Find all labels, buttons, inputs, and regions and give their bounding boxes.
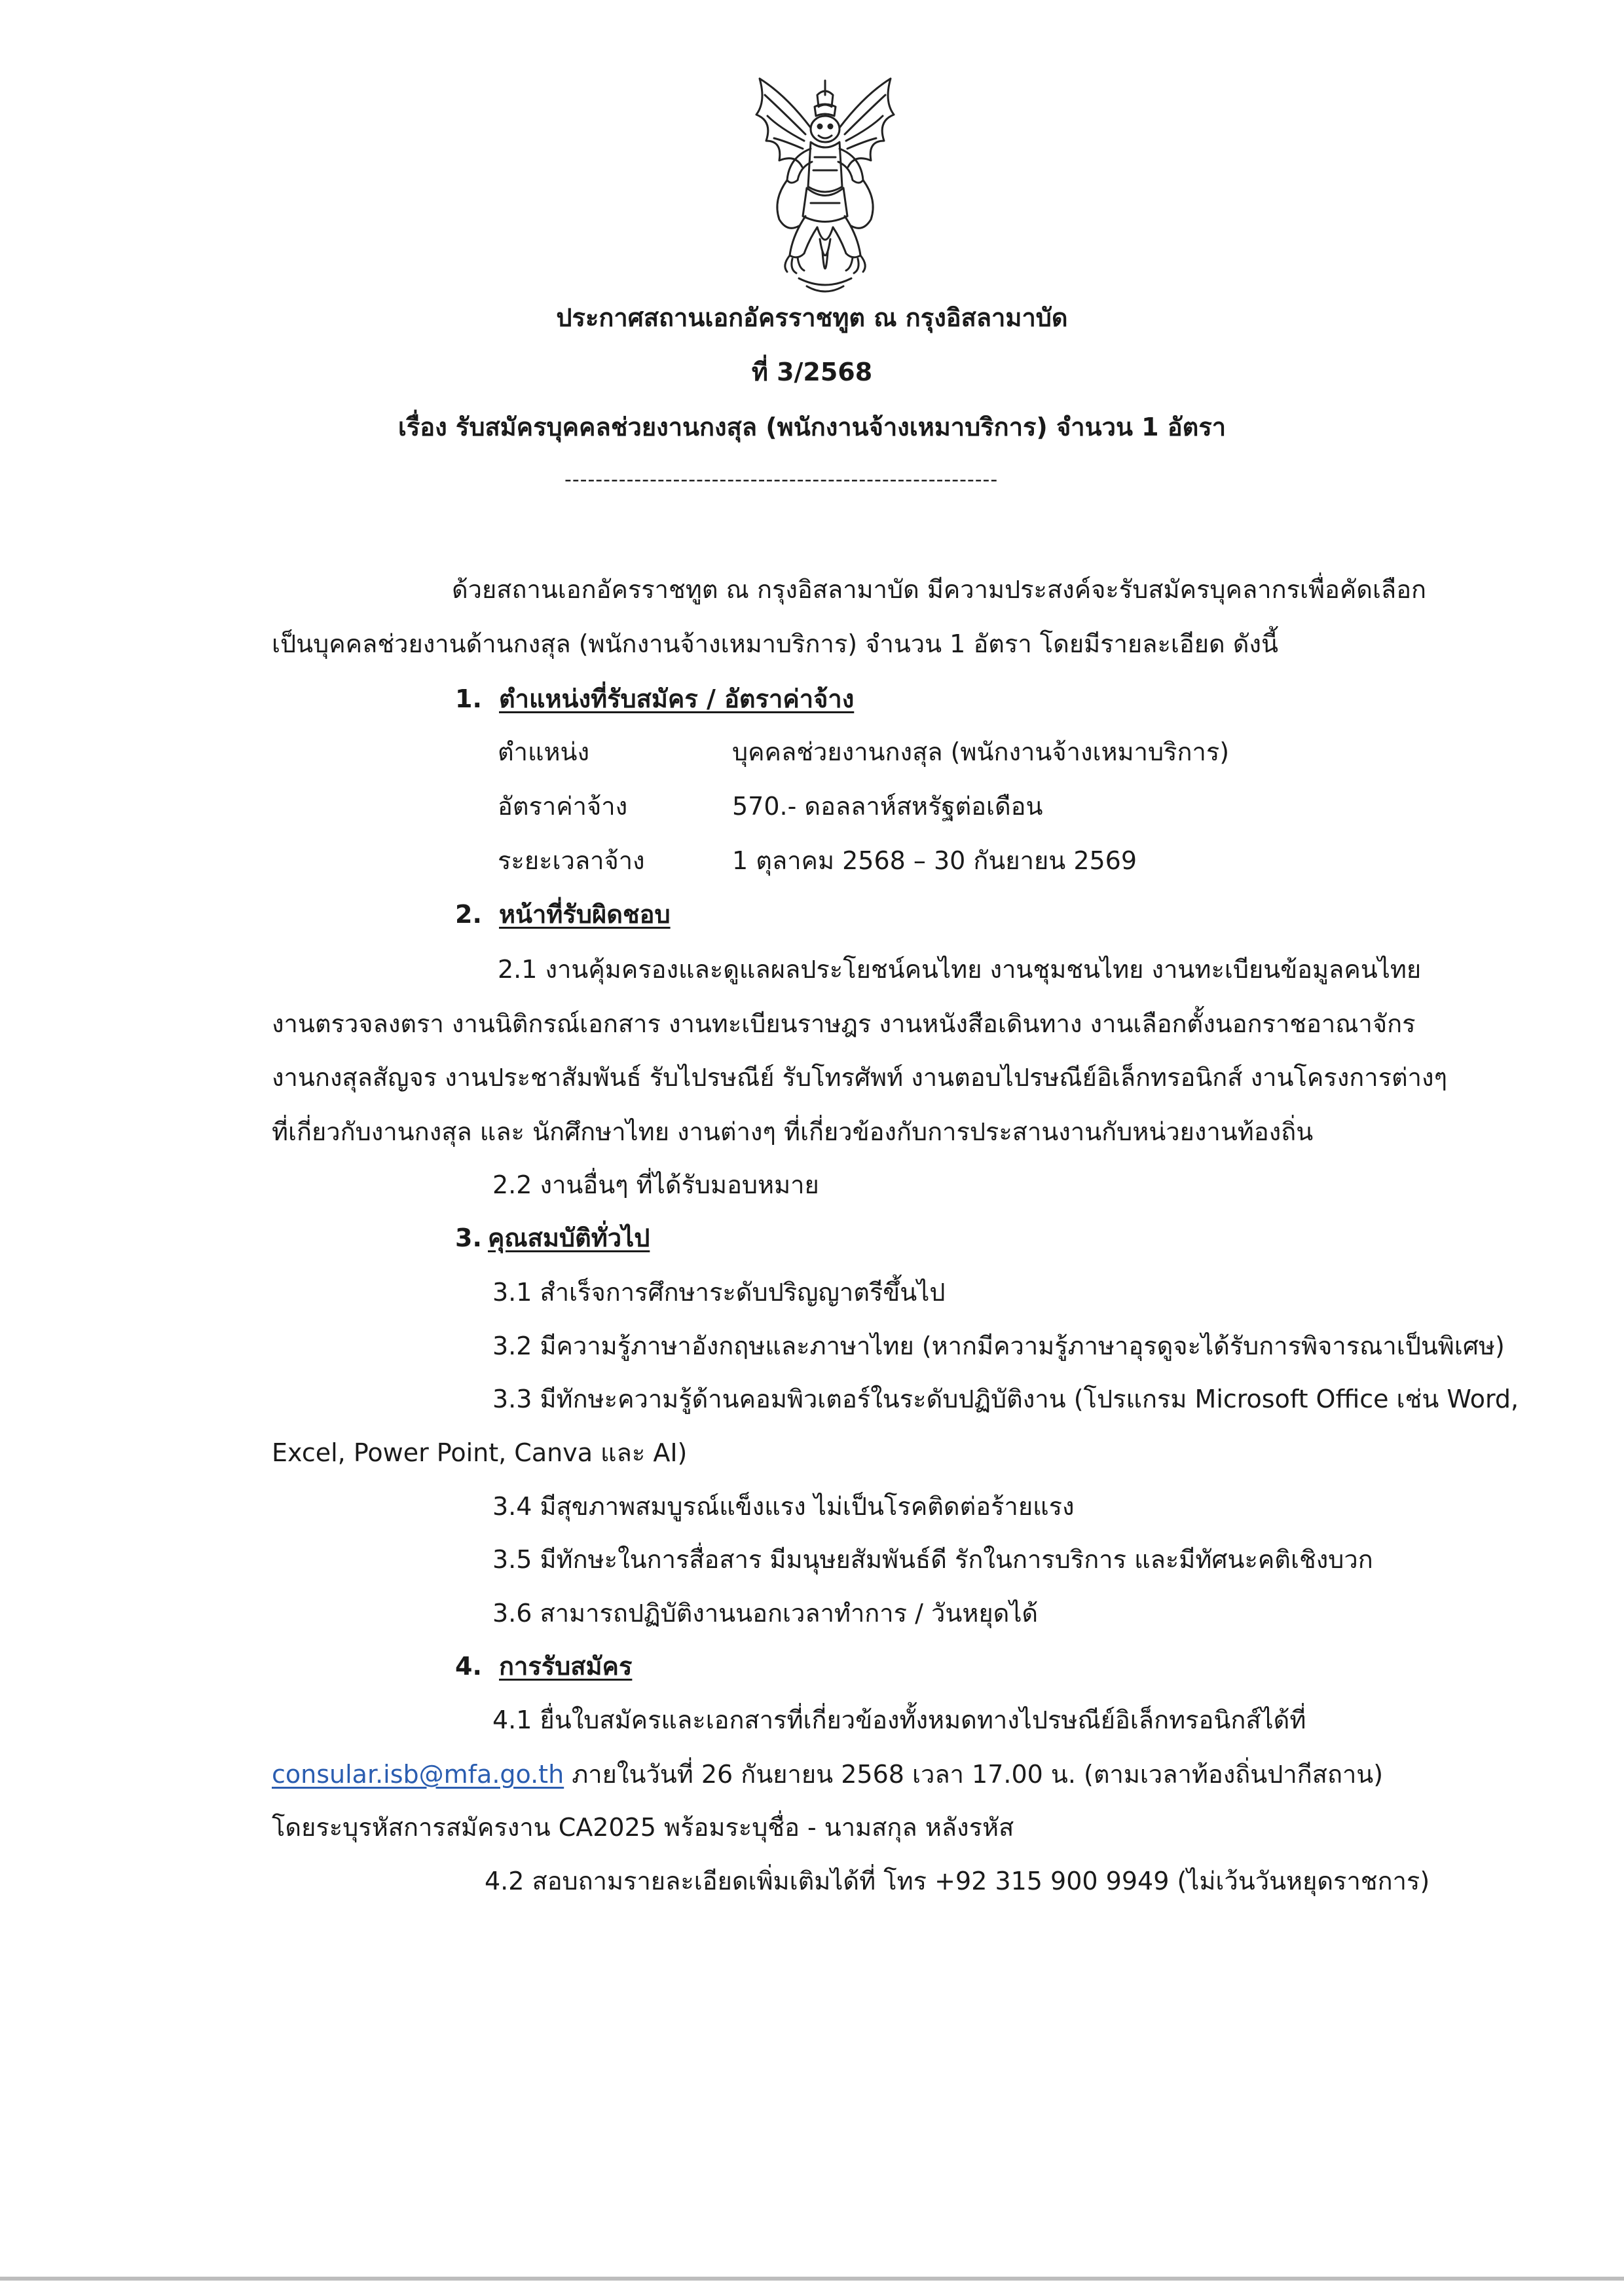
qualification-3-1: 3.1 สำเร็จการศึกษาระดับปริญญาตรีขึ้นไป: [492, 1278, 946, 1307]
application-4-2: 4.2 สอบถามรายละเอียดเพิ่มเติมได้ที่ โทร +92 315 900 9949 (ไม่เว้นวันหยุดราชการ): [485, 1867, 1430, 1895]
section-2-heading: หน้าที่รับผิดชอบ: [499, 900, 671, 929]
application-4-1-line-2: [272, 1758, 1383, 1791]
section-1-heading: ตำแหน่งที่รับสมัคร / อัตราค่าจ้าง: [499, 684, 855, 713]
garuda-emblem-icon: [727, 75, 923, 298]
application-4-1-line-3: โดยระบุรหัสการสมัครงาน CA2025 พร้อมระบุชื่อ - นามสกุล หลังรหัส: [272, 1813, 1014, 1842]
qualification-3-5: 3.5 มีทักษะในการสื่อสาร มีมนุษยสัมพันธ์ดี รักในการบริการ และมีทัศนะคติเชิงบวก: [492, 1545, 1373, 1574]
duration-label: ระยะเวลาจ้าง: [498, 846, 645, 875]
intro-line-2: เป็นบุคคลช่วยงานด้านกงสุล (พนักงานจ้างเหมาบริการ) จำนวน 1 อัตรา โดยมีรายละเอียด ดังนี้: [272, 629, 1278, 658]
qualification-3-2: 3.2 มีความรู้ภาษาอังกฤษและภาษาไทย (หากมีความรู้ภาษาอุรดูจะได้รับการพิจารณาเป็นพิเศษ): [492, 1332, 1505, 1360]
wage-value: 570.- ดอลลาห์สหรัฐต่อเดือน: [732, 792, 1043, 821]
qualification-3-3-line-1: 3.3 มีทักษะความรู้ด้านคอมพิวเตอร์ในระดับปฏิบัติงาน (โปรแกรม Microsoft Office เช่น Word,: [492, 1385, 1519, 1413]
duration-value: 1 ตุลาคม 2568 – 30 กันยายน 2569: [732, 846, 1137, 875]
qualification-3-4: 3.4 มีสุขภาพสมบูรณ์แข็งแรง ไม่เป็นโรคติดต่อร้ายแรง: [492, 1492, 1075, 1521]
position-label: ตำแหน่ง: [498, 737, 590, 766]
consular-email-link[interactable]: consular.isb@mfa.go.th: [272, 1760, 564, 1789]
duty-2-1-line-4: ที่เกี่ยวกับงานกงสุล และ นักศึกษาไทย งานต่างๆ ที่เกี่ยวข้องกับการประสานงานกับหน่วยงานท้องถิ่น: [272, 1117, 1314, 1146]
application-deadline-text: ภายในวันที่ 26 กันยายน 2568 เวลา 17.00 น. (ตามเวลาท้องถิ่นปากีสถาน): [564, 1760, 1384, 1789]
announcement-title: ประกาศสถานเอกอัครราชทูต ณ กรุงอิสลามาบัด: [556, 303, 1068, 332]
qualification-3-3-line-2: Excel, Power Point, Canva และ AI): [272, 1438, 688, 1467]
announcement-number: ที่ 3/2568: [751, 358, 873, 386]
duty-2-2: 2.2 งานอื่นๆ ที่ได้รับมอบหมาย: [492, 1170, 819, 1199]
duty-2-1-line-3: งานกงสุลสัญจร งานประชาสัมพันธ์ รับไปรษณีย์ รับโทรศัพท์ งานตอบไปรษณีย์อิเล็กทรอนิกส์ งานโครงการต่างๆ: [272, 1063, 1447, 1092]
position-value: บุคคลช่วยงานกงสุล (พนักงานจ้างเหมาบริการ): [732, 737, 1230, 766]
application-4-1-line-1: 4.1 ยื่นใบสมัครและเอกสารที่เกี่ยวข้องทั้งหมดทางไปรษณีย์อิเล็กทรอนิกส์ได้ที่: [492, 1706, 1306, 1734]
section-4-heading: การรับสมัคร: [499, 1652, 633, 1681]
announcement-subject: เรื่อง รับสมัครบุคคลช่วยงานกงสุล (พนักงานจ้างเหมาบริการ) จำนวน 1 อัตรา: [397, 413, 1227, 441]
wage-label: อัตราค่าจ้าง: [498, 792, 628, 821]
section-3-number: 3.: [455, 1223, 482, 1252]
section-4-number: 4.: [455, 1652, 482, 1681]
intro-line-1: ด้วยสถานเอกอัครราชทูต ณ กรุงอิสลามาบัด มีความประสงค์จะรับสมัครบุคลากรเพื่อคัดเลือก: [452, 575, 1427, 604]
section-2-number: 2.: [455, 900, 482, 929]
qualification-3-6: 3.6 สามารถปฏิบัติงานนอกเวลาทำการ / วันหยุดได้: [492, 1599, 1039, 1628]
header-divider: --------------------------------------------------------: [564, 468, 999, 491]
duty-2-1-line-2: งานตรวจลงตรา งานนิติกรณ์เอกสาร งานทะเบียนราษฎร งานหนังสือเดินทาง งานเลือกตั้งนอกราชอาณาจักร: [272, 1009, 1416, 1038]
section-1-number: 1.: [455, 684, 482, 713]
scan-edge-divider: [0, 2277, 1624, 2281]
section-3-heading: คุณสมบัติทั่วไป: [488, 1223, 650, 1252]
duty-2-1-line-1: 2.1 งานคุ้มครองและดูแลผลประโยชน์คนไทย งานชุมชนไทย งานทะเบียนข้อมูลคนไทย: [498, 955, 1422, 984]
